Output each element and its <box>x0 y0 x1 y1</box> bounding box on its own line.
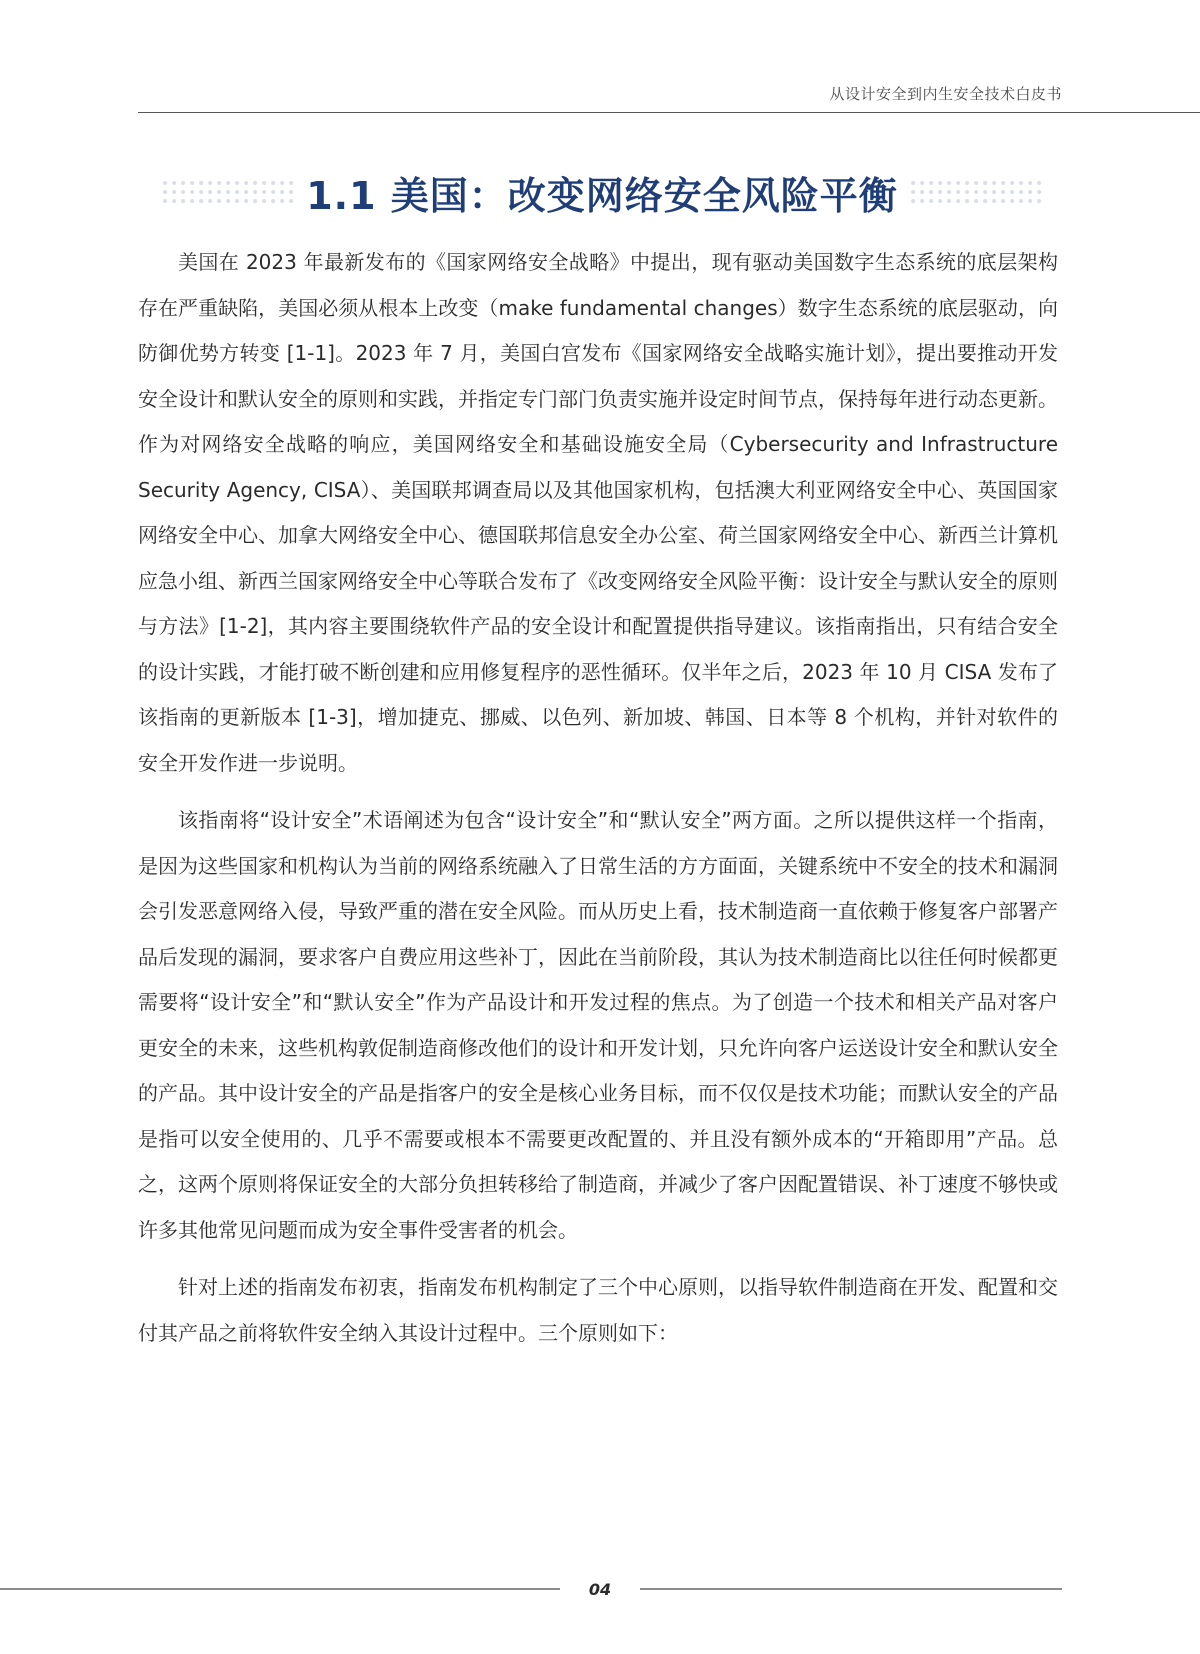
paragraph: 该指南将“设计安全”术语阐述为包含“设计安全”和“默认安全”两方面。之所以提供这样一个指南，是因为这些国家和机构认为当前的网络系统融入了日常生活的方方面面，关键系统中不安全的技术和漏洞会引发恶意网络入侵，导致严重的潜在安全风险。而从历史上看，技术制造商一直依赖于修复客户部署产品后发现的漏洞，要求客户自费应用这些补丁，因此在当前阶段，其认为技术制造商比以往任何时候都更需要将“设计安全”和“默认安全”作为产品设计和开发过程的焦点。为了创造一个技术和相关产品对客户更安全的未来，这些机构敦促制造商修改他们的设计和开发计划，只允许向客户运送设计安全和默认安全的产品。其中设计安全的产品是指客户的安全是核心业务目标，而不仅仅是技术功能；而默认安全的产品是指可以安全使用的、几乎不需要或根本不需要更改配置的、并且没有额外成本的“开箱即用”产品。总之，这两个原则将保证安全的大部分负担转移给了制造商，并减少了客户因配置错误、补丁速度不够快或许多其他常见问题而成为安全事件受害者的机会。 <box>138 808 1058 1242</box>
footer-divider-right <box>640 1588 1062 1590</box>
decorative-dots-left <box>162 179 294 205</box>
paragraph: 针对上述的指南发布初衷，指南发布机构制定了三个中心原则，以指导软件制造商在开发、配置和交付其产品之前将软件安全纳入其设计过程中。三个原则如下： <box>138 1275 1058 1345</box>
page-footer <box>0 1574 1062 1604</box>
section-heading <box>162 162 1042 222</box>
document-title: 从设计安全到内生安全技术白皮书 <box>829 85 1062 103</box>
footer-divider-left <box>0 1588 560 1590</box>
paragraph: 美国在 2023 年最新发布的《国家网络安全战略》中提出，现有驱动美国数字生态系统的底层架构存在严重缺陷，美国必须从根本上改变（make fundamental changes）数字生态系统的底层驱动，向防御优势方转变 [1-1]。2023 年 7 月，美国白宫发布《国家网络安全战略实施计划》，提出要推动开发安全设计和默认安全的原则和实践，并指定专门部门负责实施并设定时间节点，保持每年进行动态更新。作为对网络安全战略的响应，美国网络安全和基础设施安全局（Cybersecurity and Infrastructure Security Agency, CISA）、美国联邦调查局以及其他国家机构，包括澳大利亚网络安全中心、英国国家网络安全中心、加拿大网络安全中心、德国联邦信息安全办公室、荷兰国家网络安全中心、新西兰计算机应急小组、新西兰国家网络安全中心等联合发布了《改变网络安全风险平衡：设计安全与默认安全的原则与方法》[1-2]，其内容主要围绕软件产品的安全设计和配置提供指导建议。该指南指出，只有结合安全的设计实践，才能打破不断创建和应用修复程序的恶性循环。仅半年之后，2023 年 10 月 CISA 发布了该指南的更新版本 [1-3]，增加捷克、挪威、以色列、新加坡、韩国、日本等 8 个机构，并针对软件的安全开发作进一步说明。 <box>138 250 1058 775</box>
body-text <box>138 240 1058 1368</box>
header-divider <box>138 112 1200 113</box>
decorative-dots-right <box>910 179 1042 205</box>
section-title: 1.1 美国：改变网络安全风险平衡 <box>306 173 898 218</box>
page-number: 04 <box>588 1579 612 1599</box>
